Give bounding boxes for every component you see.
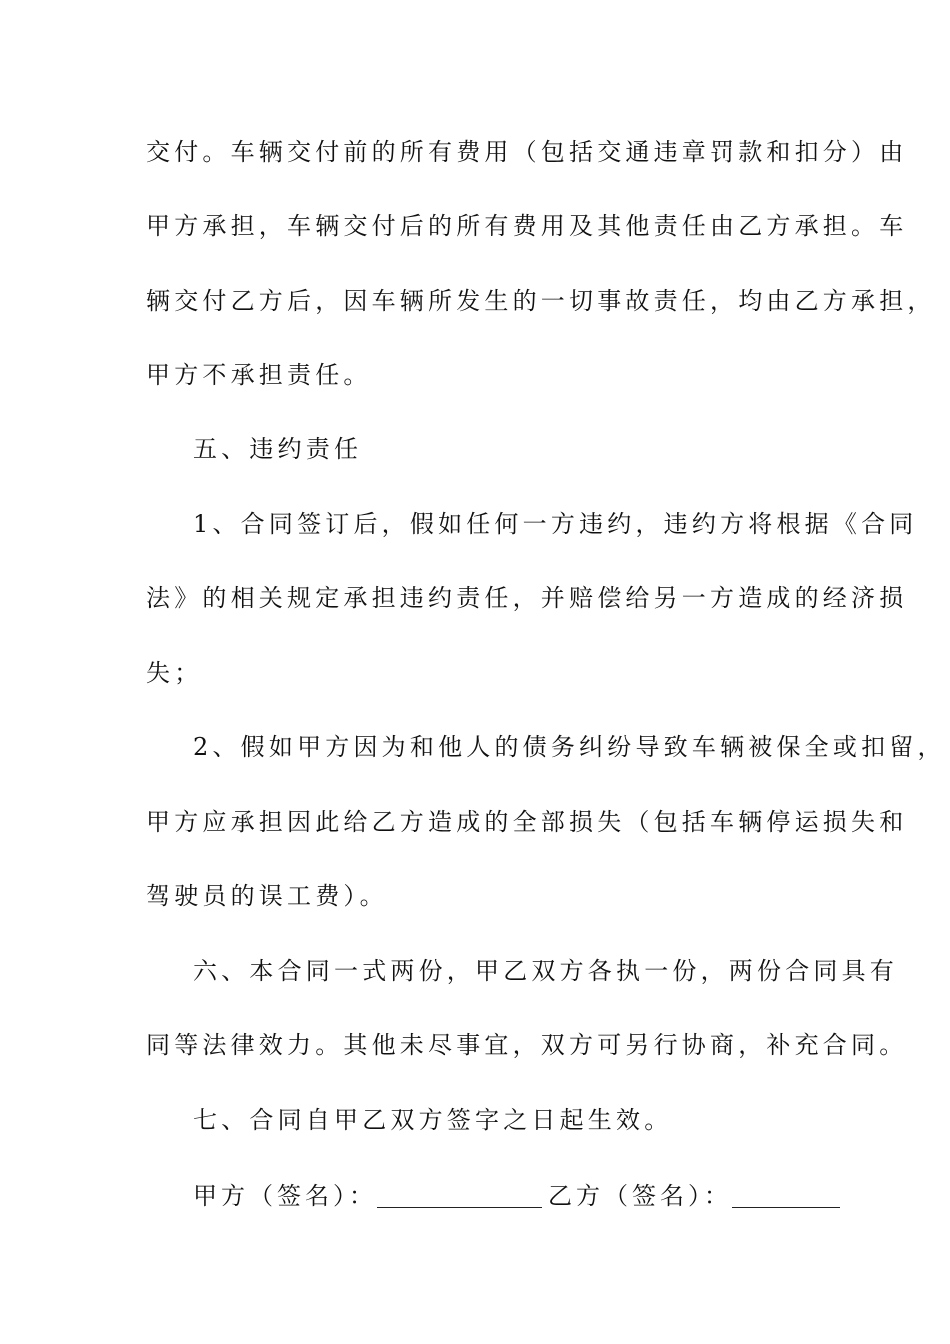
paragraph-line: 七、合同自甲乙双方签字之日起生效。: [193, 1106, 673, 1134]
paragraph-line: 甲方不承担责任。: [146, 361, 372, 389]
paragraph-line: 六、本合同一式两份，甲乙双方各执一份，两份合同具有: [193, 957, 898, 985]
paragraph-line: 法》的相关规定承担违约责任，并赔偿给另一方造成的经济损: [146, 584, 908, 612]
party-b-signature-blank: [732, 1181, 840, 1208]
paragraph-line: 交付。车辆交付前的所有费用（包括交通违章罚款和扣分）由: [146, 138, 908, 166]
paragraph-line: 辆交付乙方后，因车辆所发生的一切事故责任，均由乙方承担，: [146, 287, 936, 315]
paragraph-line: 失；: [146, 659, 203, 687]
paragraph-line: 1、合同签订后，假如任何一方违约，违约方将根据《合同: [193, 510, 918, 538]
paragraph-line: 甲方应承担因此给乙方造成的全部损失（包括车辆停运损失和: [146, 808, 908, 836]
party-a-signature-blank: [377, 1181, 542, 1208]
paragraph-line: 2、假如甲方因为和他人的债务纠纷导致车辆被保全或扣留，: [193, 733, 946, 761]
paragraph-line: 驾驶员的误工费）。: [146, 882, 388, 910]
paragraph-line: 甲方承担，车辆交付后的所有费用及其他责任由乙方承担。车: [146, 212, 908, 240]
signature-row: [193, 1180, 840, 1212]
paragraph-line: 同等法律效力。其他未尽事宜，双方可另行协商，补充合同。: [146, 1031, 908, 1059]
party-a-signature-label: 甲方（签名）：: [193, 1182, 377, 1210]
party-b-signature-label: 乙方（签名）：: [548, 1182, 732, 1210]
section-heading: 五、违约责任: [193, 435, 363, 463]
